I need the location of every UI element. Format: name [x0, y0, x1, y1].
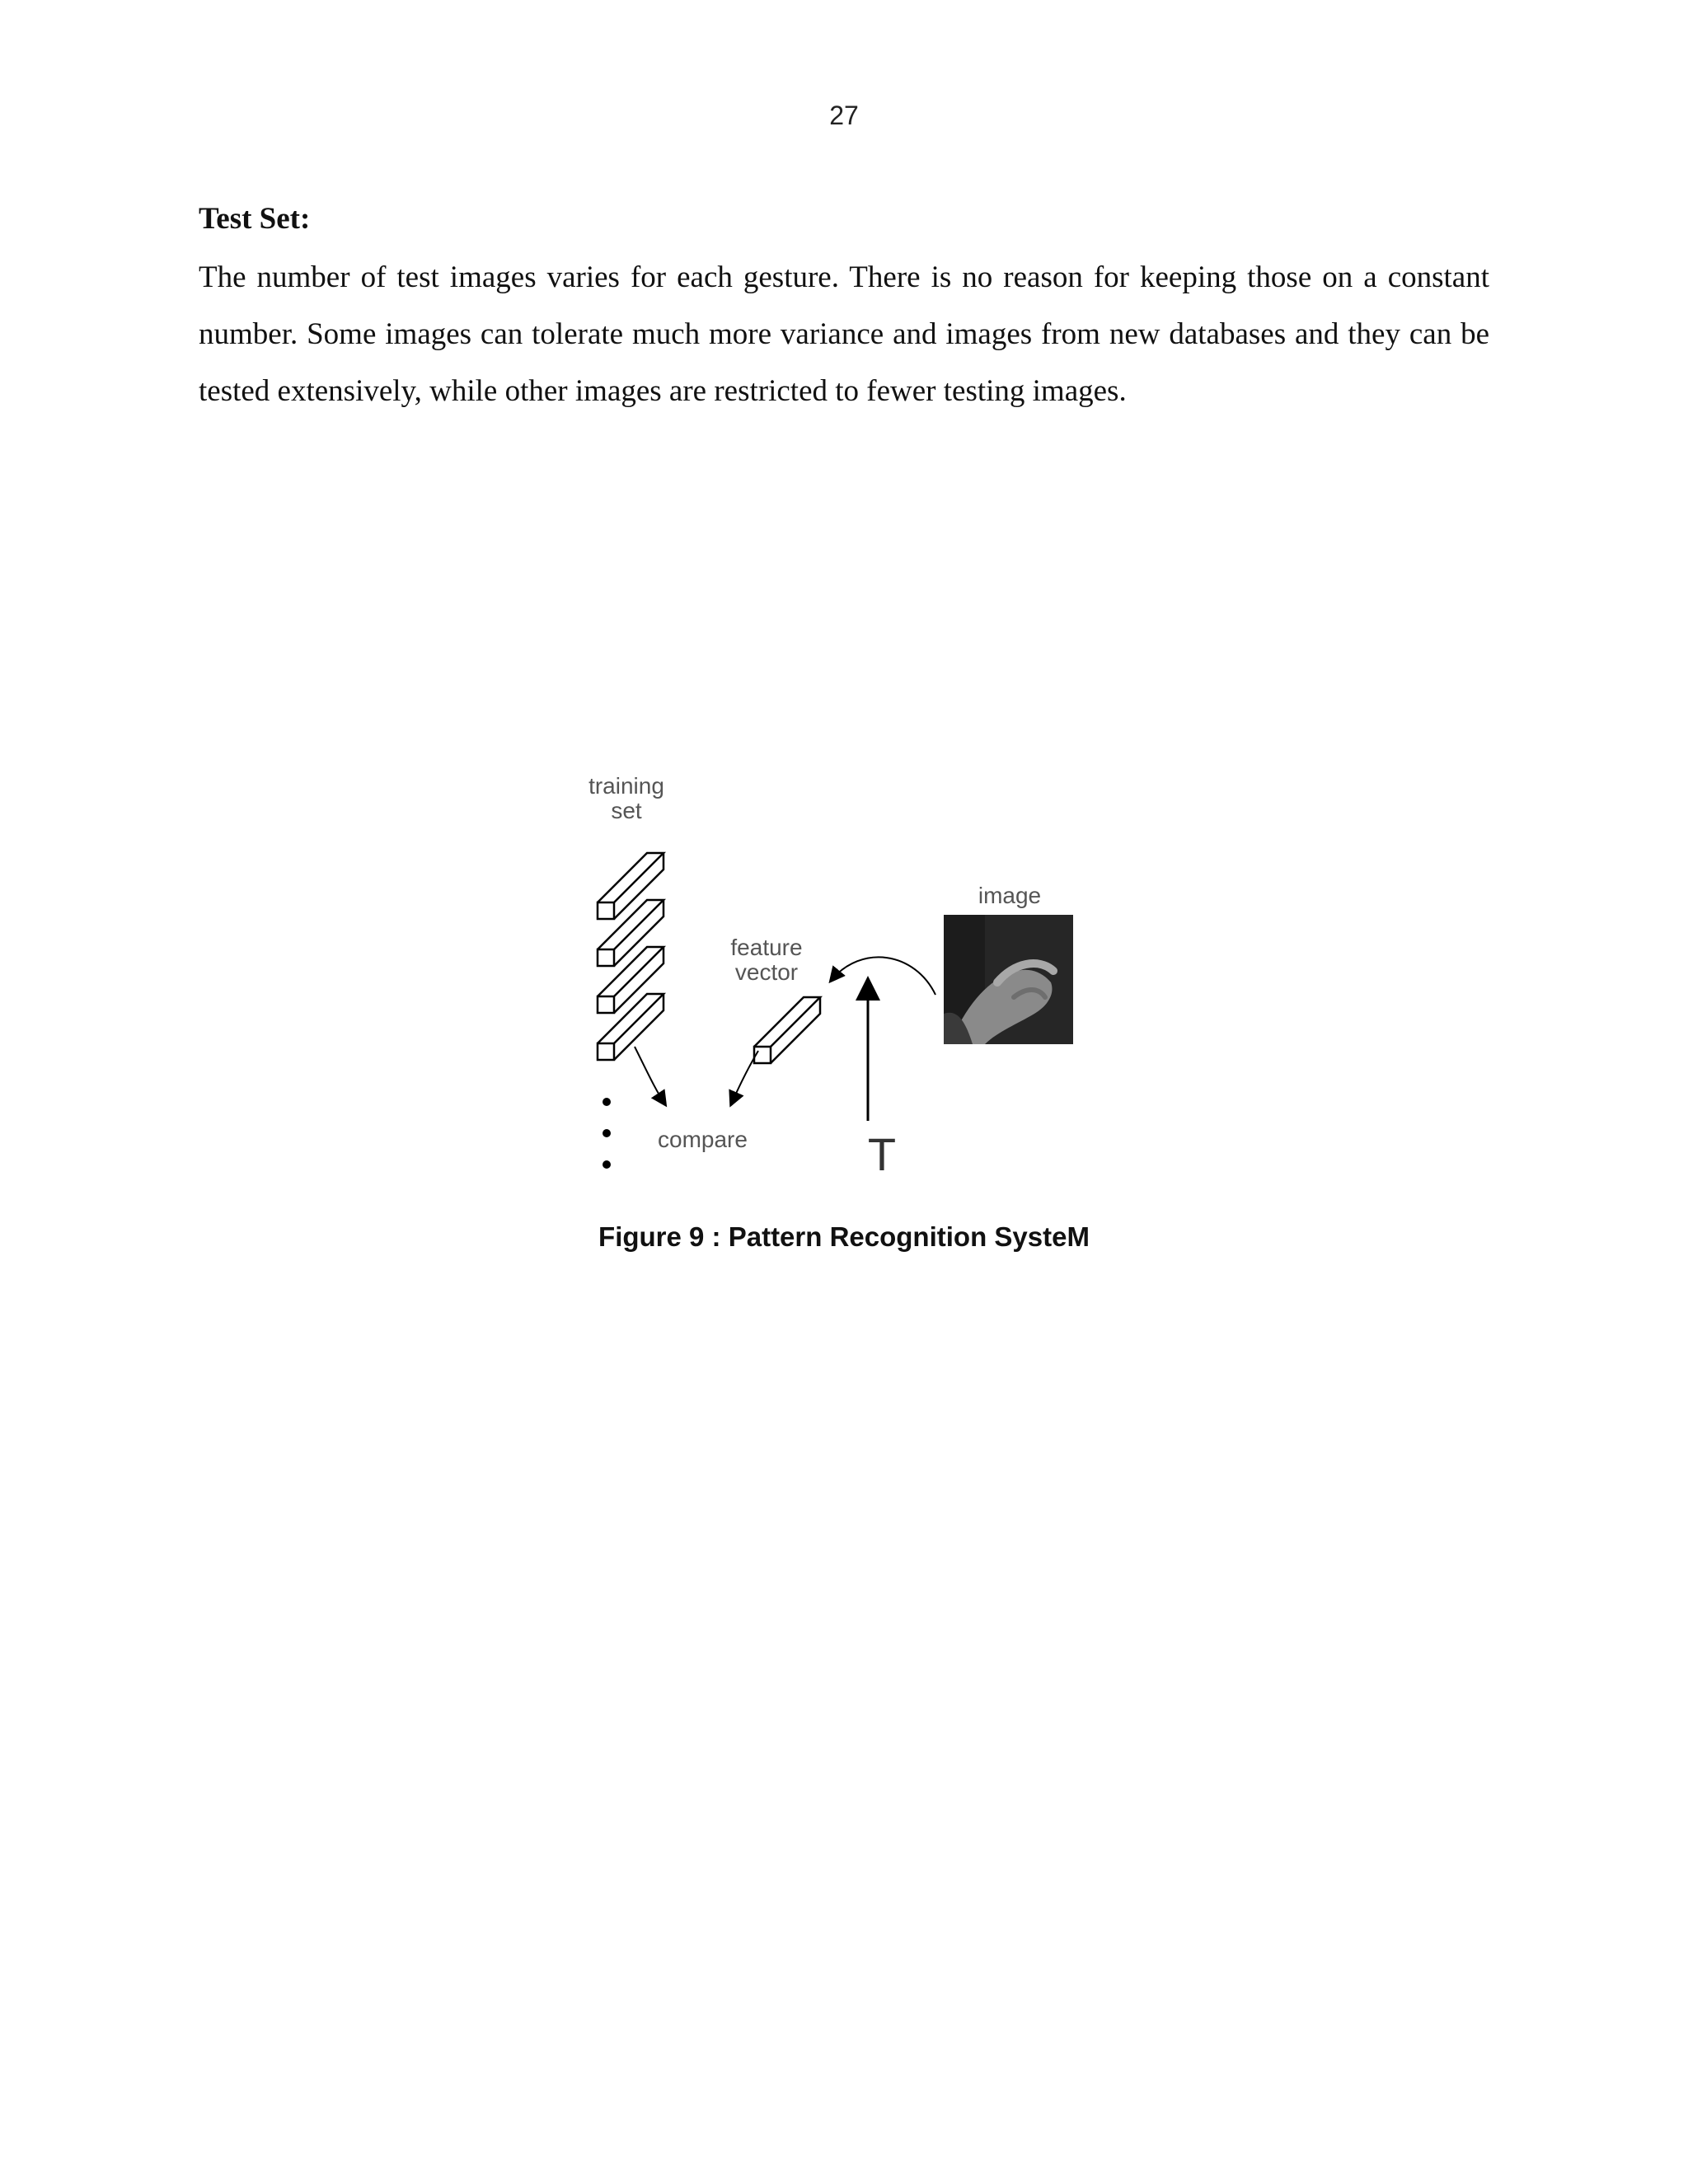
image-label: image [978, 883, 1042, 908]
image-to-feature-arrow [831, 957, 935, 995]
training-to-compare-arrow [635, 1047, 665, 1104]
feature-label-line1: feature [730, 935, 803, 960]
compare-label: compare [658, 1127, 748, 1152]
feature-to-compare-arrow [731, 1051, 758, 1104]
hand-image [944, 915, 1073, 1044]
pattern-recognition-figure [569, 766, 1096, 1195]
feature-vector-bar [754, 997, 820, 1063]
figure-diagram [569, 766, 1096, 1195]
feature-vector-label [717, 935, 816, 985]
training-label-line1: training [588, 773, 664, 799]
feature-label-line2: vector [734, 959, 799, 985]
training-set-label [585, 774, 668, 823]
transform-label: T [867, 1128, 897, 1180]
body-paragraph: The number of test images varies for each gesture. There is no reason for keeping those on a constant number. Some images can tolerate much more variance and images from new databases and they can be tested extensively, while other images are restricted to fewer testing images. [199, 260, 1489, 408]
training-label-line2: set [611, 798, 642, 823]
continuation-dots [603, 1098, 611, 1169]
page-number: 27 [829, 101, 859, 130]
figure-caption: Figure 9 : Pattern Recognition SysteM [598, 1221, 1090, 1252]
section-heading: Test Set: [199, 202, 311, 236]
